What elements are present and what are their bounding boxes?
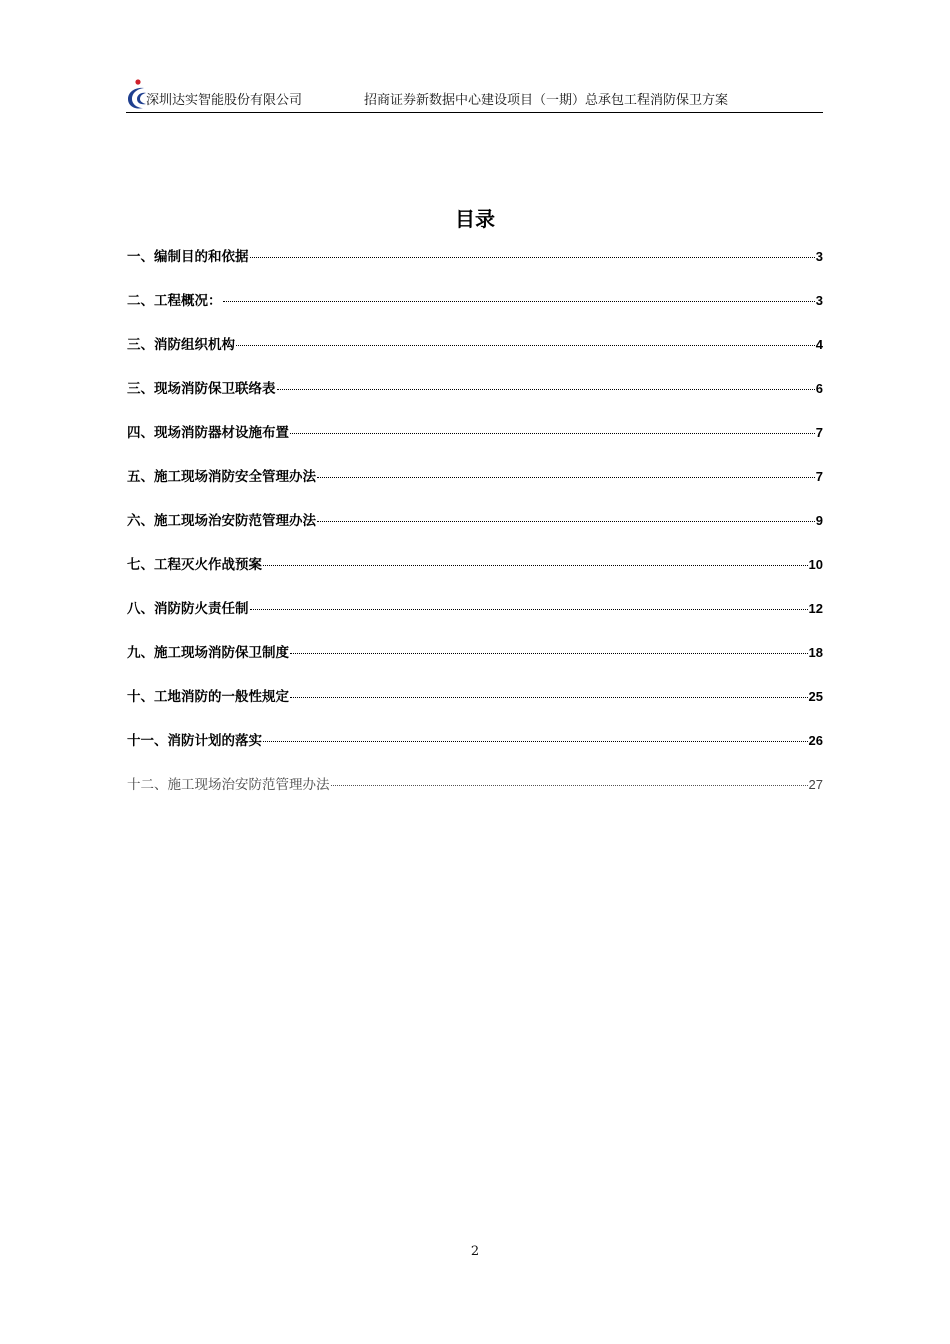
- toc-title: 目录: [455, 207, 495, 231]
- toc-entry-page: 10: [808, 557, 823, 572]
- toc-entry-page: 4: [815, 337, 823, 352]
- toc-dot-leader: [277, 389, 815, 390]
- toc-entry-page: 26: [808, 733, 823, 748]
- toc-dot-leader: [250, 609, 808, 610]
- toc-entry-label: 十、工地消防的一般性规定: [127, 689, 289, 705]
- toc-entry[interactable]: [127, 334, 823, 378]
- header-project-title: 招商证券新数据中心建设项目（一期）总承包工程消防保卫方案: [364, 93, 729, 108]
- toc-dot-leader: [317, 521, 815, 522]
- toc-entry-label: 五、施工现场消防安全管理办法: [127, 469, 316, 485]
- page-number: 2: [470, 1244, 480, 1259]
- toc-dot-leader: [250, 257, 815, 258]
- toc-entry[interactable]: [127, 730, 823, 774]
- toc-dot-leader: [236, 345, 815, 346]
- toc-entry-label: 六、施工现场治安防范管理办法: [127, 513, 316, 529]
- toc-entry[interactable]: [127, 246, 823, 290]
- toc-entry[interactable]: [127, 466, 823, 510]
- toc-entry[interactable]: [127, 422, 823, 466]
- toc-entry[interactable]: [127, 598, 823, 642]
- toc-entry-label: 九、施工现场消防保卫制度: [127, 645, 289, 661]
- toc-entry[interactable]: [127, 378, 823, 422]
- toc-entry-page: 6: [815, 381, 823, 396]
- toc-entry-label: 十二、施工现场治安防范管理办法: [127, 777, 330, 793]
- toc-entry-page: 18: [808, 645, 823, 660]
- table-of-contents: [127, 246, 823, 818]
- toc-entry-page: 7: [815, 425, 823, 440]
- toc-entry-page: 25: [808, 689, 823, 704]
- toc-dot-leader: [290, 653, 808, 654]
- toc-entry-label: 二、工程概况：: [127, 293, 222, 309]
- toc-entry-page: 12: [808, 601, 823, 616]
- toc-entry[interactable]: [127, 686, 823, 730]
- toc-entry-label: 十一、消防计划的落实: [127, 733, 262, 749]
- toc-entry-page: 7: [815, 469, 823, 484]
- toc-entry[interactable]: [127, 290, 823, 334]
- header-company-name: 深圳达实智能股份有限公司: [146, 93, 303, 108]
- toc-dot-leader: [223, 301, 815, 302]
- toc-dot-leader: [290, 697, 808, 698]
- toc-entry-page: 3: [815, 249, 823, 264]
- toc-entry[interactable]: [127, 554, 823, 598]
- toc-entry-label: 四、现场消防器材设施布置: [127, 425, 289, 441]
- toc-entry-page: 27: [808, 777, 823, 792]
- toc-entry-page: 3: [815, 293, 823, 308]
- toc-entry-page: 9: [815, 513, 823, 528]
- toc-entry[interactable]: [127, 774, 823, 818]
- toc-entry-label: 一、编制目的和依据: [127, 249, 249, 265]
- toc-entry-label: 七、工程灭火作战预案: [127, 557, 262, 573]
- toc-dot-leader: [317, 477, 815, 478]
- toc-entry[interactable]: [127, 510, 823, 554]
- toc-entry-label: 八、消防防火责任制: [127, 601, 249, 617]
- toc-dot-leader: [263, 565, 808, 566]
- page-header: [126, 76, 823, 113]
- toc-dot-leader: [331, 785, 808, 786]
- toc-entry[interactable]: [127, 642, 823, 686]
- toc-entry-label: 三、消防组织机构: [127, 337, 235, 353]
- toc-dot-leader: [263, 741, 808, 742]
- toc-entry-label: 三、现场消防保卫联络表: [127, 381, 276, 397]
- toc-dot-leader: [290, 433, 815, 434]
